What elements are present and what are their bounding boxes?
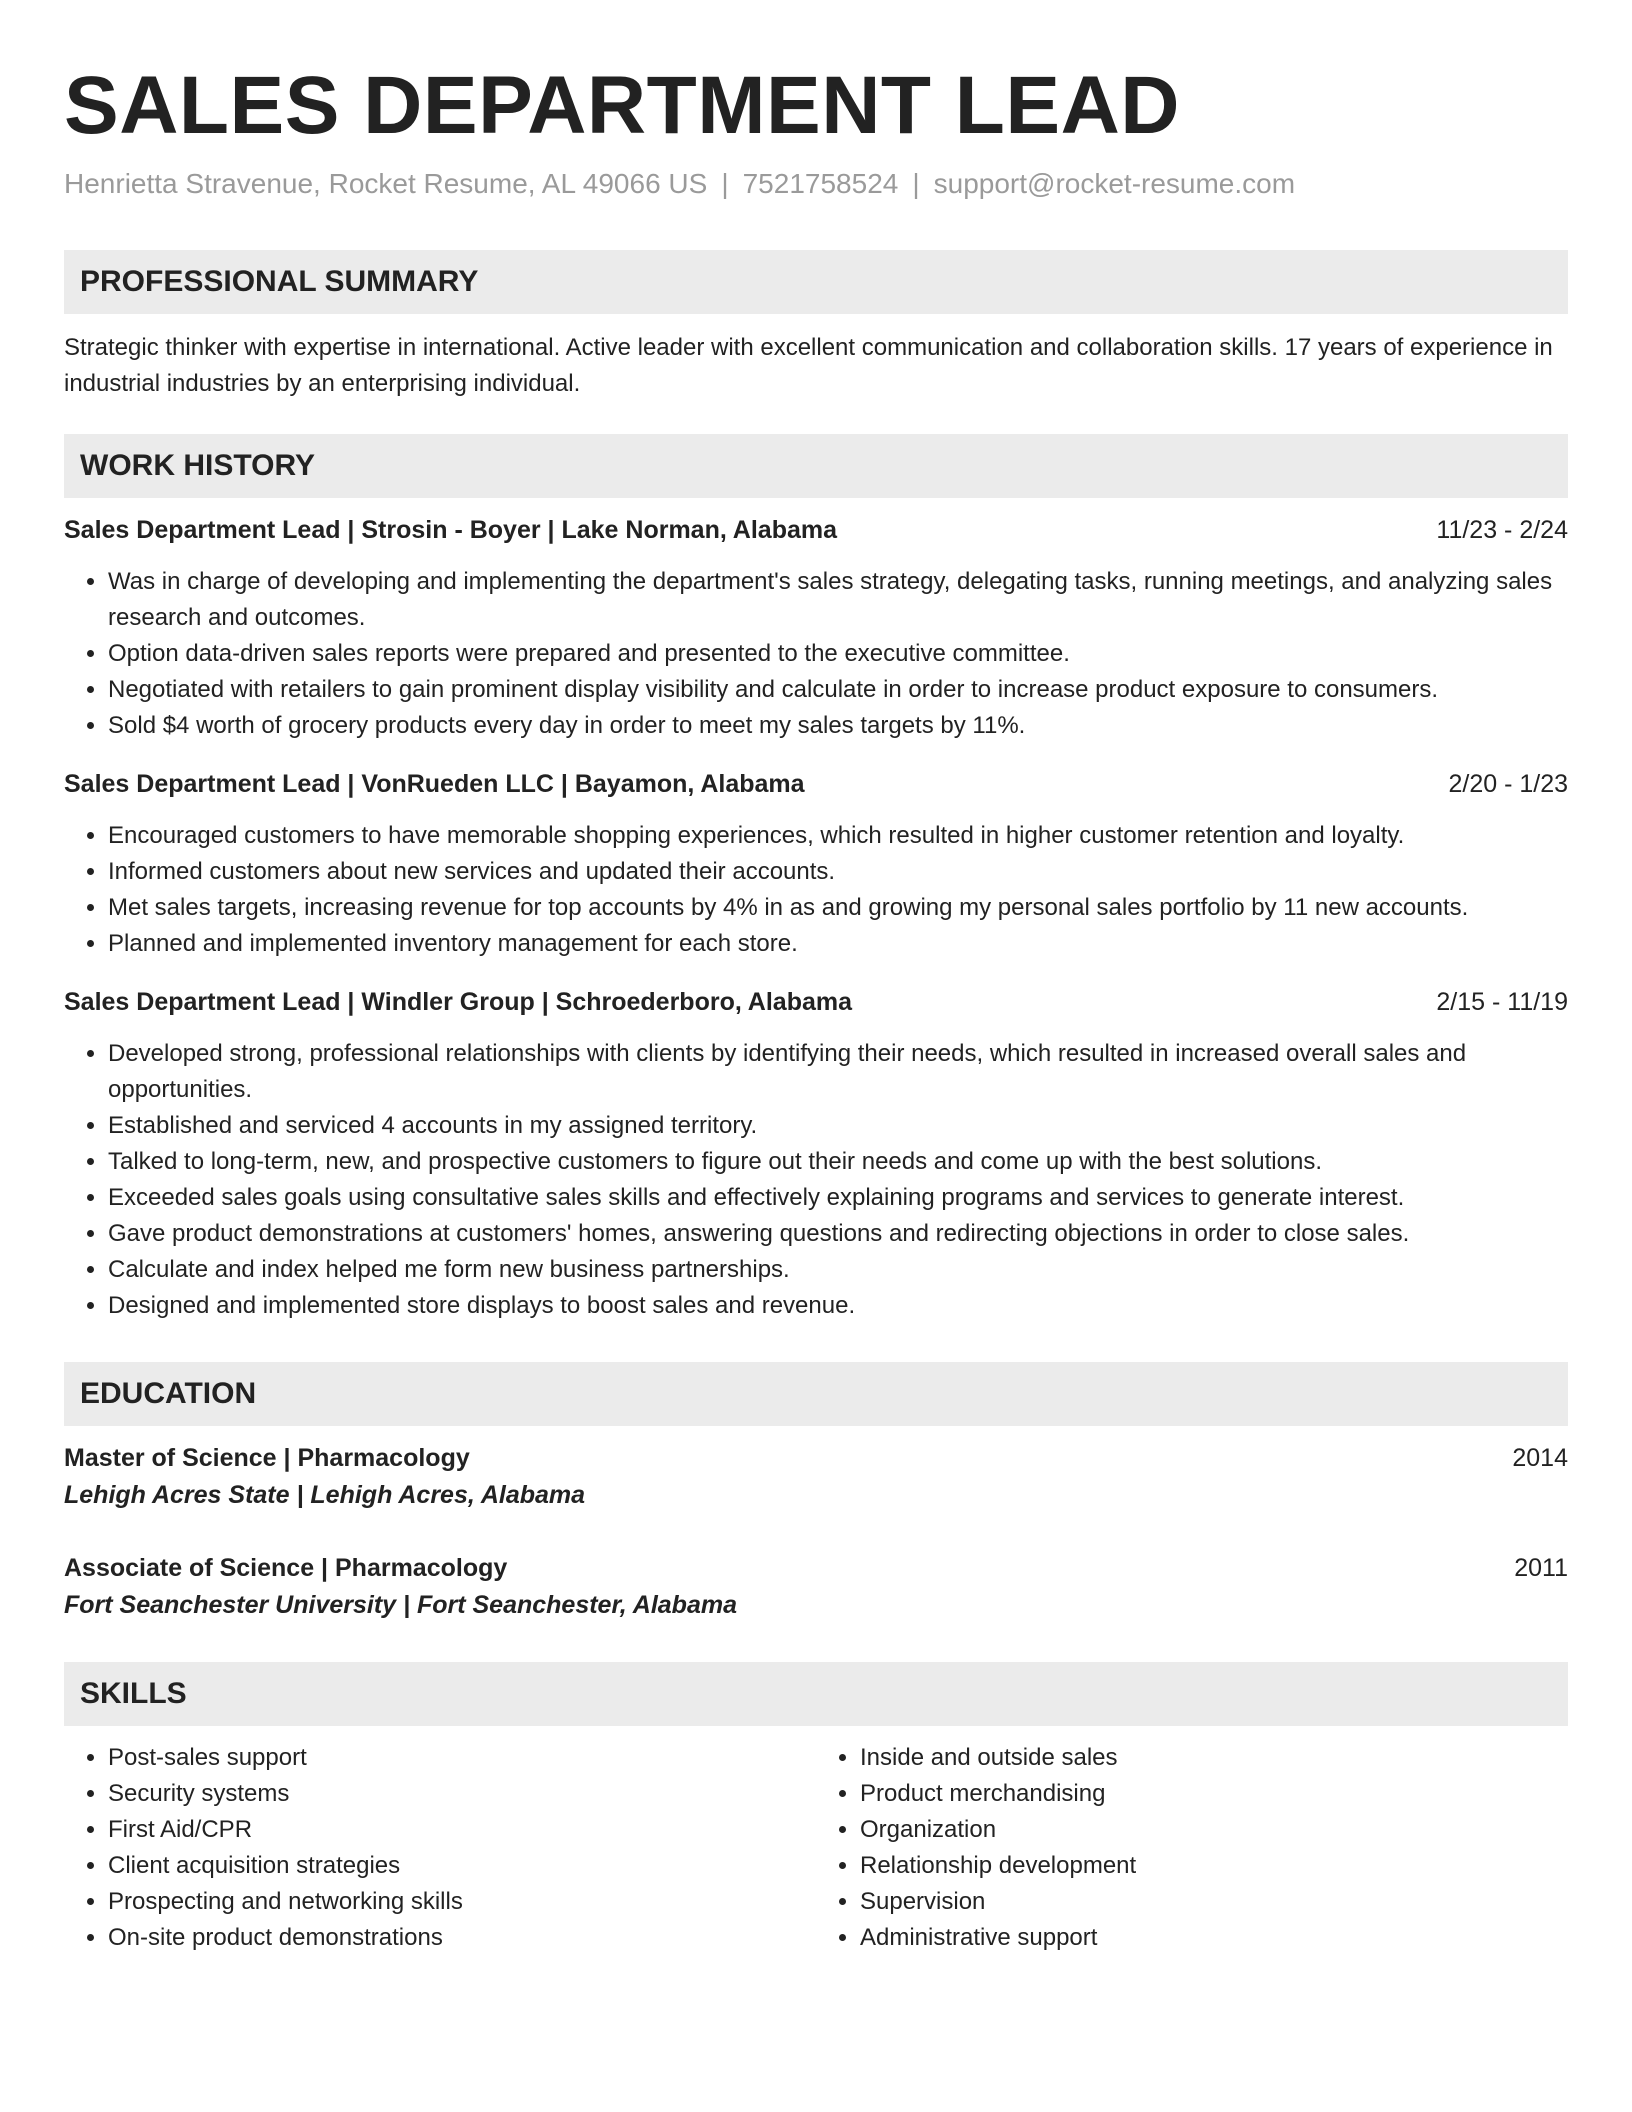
skill-item: • Prospecting and networking skills	[108, 1884, 816, 1920]
job-dates: 2/20 - 1/23	[1448, 770, 1568, 798]
job-bullet: • Exceeded sales goals using consultative sales skills and effectively explaining programs and services to generate interest.	[108, 1180, 1568, 1216]
skill-item: • First Aid/CPR	[108, 1812, 816, 1848]
job-bullet: • Negotiated with retailers to gain prominent display visibility and calculate in order to increase product exposure to consumers.	[108, 672, 1568, 708]
skill-item: • Supervision	[860, 1884, 1568, 1920]
job-dates: 11/23 - 2/24	[1436, 516, 1568, 544]
job-bullet: • Designed and implemented store displays to boost sales and revenue.	[108, 1288, 1568, 1324]
job-bullet: • Gave product demonstrations at customers' homes, answering questions and redirecting objections in order to close sales.	[108, 1216, 1568, 1252]
education-header	[64, 1440, 1568, 1476]
skill-item: • Inside and outside sales	[860, 1740, 1568, 1776]
job-bullet: • Calculate and index helped me form new business partnerships.	[108, 1252, 1568, 1288]
contact-phone: 7521758524	[742, 168, 899, 199]
job-title: Sales Department Lead | Strosin - Boyer | Lake Norman, Alabama	[64, 516, 838, 544]
skill-item: • Post-sales support	[108, 1740, 816, 1776]
job-bullet: • Option data-driven sales reports were prepared and presented to the executive committee.	[108, 636, 1568, 672]
job-bullet: • Met sales targets, increasing revenue for top accounts by 4% in as and growing my personal sales portfolio by 11 new accounts.	[108, 890, 1568, 926]
contact-separator: |	[721, 168, 729, 199]
section-heading-summary: PROFESSIONAL SUMMARY	[64, 250, 1568, 314]
work-history-section	[64, 434, 1568, 1324]
skill-item: • Product merchandising	[860, 1776, 1568, 1812]
job-header	[64, 766, 1568, 802]
summary-text: Strategic thinker with expertise in international. Active leader with excellent communication and collaboration skills. 17 years of experience in industrial industries by an enterprising individual.	[64, 334, 1553, 397]
contact-separator: |	[912, 168, 920, 199]
job-bullet: • Established and serviced 4 accounts in my assigned territory.	[108, 1108, 1568, 1144]
job-dates: 2/15 - 11/19	[1436, 988, 1568, 1016]
job-title: Sales Department Lead | Windler Group | Schroederboro, Alabama	[64, 988, 853, 1016]
job-header	[64, 512, 1568, 548]
skill-item: • Client acquisition strategies	[108, 1848, 816, 1884]
job-entry	[64, 766, 1568, 962]
education-degree: Master of Science | Pharmacology	[64, 1444, 470, 1472]
job-bullet: • Was in charge of developing and implementing the department's sales strategy, delegating tasks, running meetings, and analyzing sales research and outcomes.	[108, 564, 1568, 636]
skill-item: • Relationship development	[860, 1848, 1568, 1884]
job-entry	[64, 984, 1568, 1324]
job-bullet-list	[64, 1036, 1568, 1324]
skill-item: • On-site product demonstrations	[108, 1920, 816, 1956]
education-year: 2014	[1512, 1444, 1568, 1472]
skill-item: • Organization	[860, 1812, 1568, 1848]
contact-line	[64, 166, 1568, 202]
education-section	[64, 1362, 1568, 1624]
section-heading-work-history: WORK HISTORY	[64, 434, 1568, 498]
job-bullet: • Planned and implemented inventory management for each store.	[108, 926, 1568, 962]
section-heading-skills: SKILLS	[64, 1662, 1568, 1726]
job-bullet: • Developed strong, professional relationships with clients by identifying their needs, which resulted in increased overall sales and opportunities.	[108, 1036, 1568, 1108]
skills-columns	[64, 1740, 1568, 1956]
skills-list-right	[816, 1740, 1568, 1956]
job-bullet-list	[64, 818, 1568, 962]
education-degree: Associate of Science | Pharmacology	[64, 1554, 508, 1582]
job-title: Sales Department Lead | VonRueden LLC | Bayamon, Alabama	[64, 770, 805, 798]
education-header	[64, 1550, 1568, 1586]
section-heading-education: EDUCATION	[64, 1362, 1568, 1426]
summary-section	[64, 250, 1568, 402]
skill-item: • Security systems	[108, 1776, 816, 1812]
skill-item: • Administrative support	[860, 1920, 1568, 1956]
job-entry	[64, 512, 1568, 744]
education-school: Lehigh Acres State | Lehigh Acres, Alabama	[64, 1481, 586, 1509]
education-school: Fort Seanchester University | Fort Seanchester, Alabama	[64, 1591, 737, 1619]
education-year: 2011	[1514, 1554, 1568, 1582]
education-entry	[64, 1550, 1568, 1624]
contact-email: support@rocket-resume.com	[933, 168, 1296, 199]
job-header	[64, 984, 1568, 1020]
education-entry	[64, 1440, 1568, 1514]
skills-list-left	[64, 1740, 816, 1956]
job-bullet: • Encouraged customers to have memorable shopping experiences, which resulted in higher customer retention and loyalty.	[108, 818, 1568, 854]
job-bullet-list	[64, 564, 1568, 744]
resume-title: SALES DEPARTMENT LEAD	[64, 60, 1181, 151]
skills-section	[64, 1662, 1568, 1956]
job-bullet: • Informed customers about new services and updated their accounts.	[108, 854, 1568, 890]
job-bullet: • Talked to long-term, new, and prospective customers to figure out their needs and come up with the best solutions.	[108, 1144, 1568, 1180]
job-bullet: • Sold $4 worth of grocery products every day in order to meet my sales targets by 11%.	[108, 708, 1568, 744]
contact-address: Henrietta Stravenue, Rocket Resume, AL 49066 US	[64, 168, 708, 199]
